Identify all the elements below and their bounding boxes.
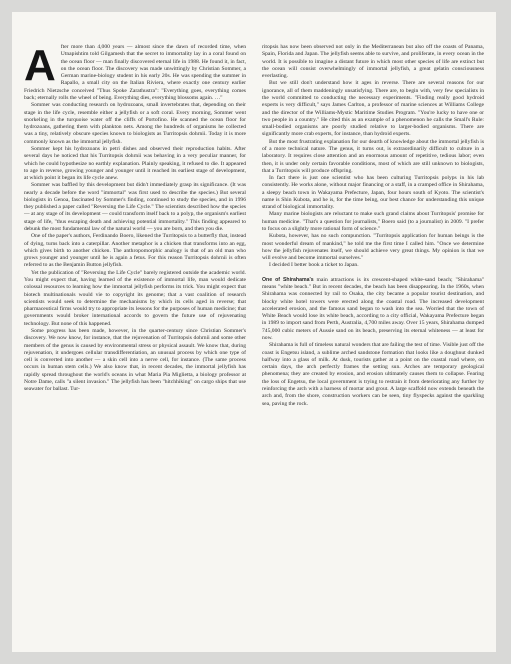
paragraph: But the most frustrating explanation for our dearth of knowledge about the immortal jellyfish is of a more technical nature. The genus, it turns out, is extraordinarily difficult to culture in a laboratory. It requires close attention and an enormous amount of repetitive, tedious labor; even then, it is under only certain favorable conditions, most of which are still unknown to biologists, that a Turritopsis will produce offspring. (262, 138, 484, 174)
paragraph: Yet the publication of "Reversing the Life Cycle" barely registered outside the academic world. You might expect that, having learned of the existence of immortal life, man would dedicate colossal resources to learning how the immortal jellyfish performs its trick. You might expect that biotech multinationals would vie to copyright its genome; that a vast coalition of research scientists would seek to determine the mechanisms by which its cells aged in reverse; that pharmaceutical firms would try to appropriate its lessons for the purposes of human medicine; that governments would broker international accords to govern the future use of rejuvenating technology. But none of this happened. (24, 269, 246, 327)
paragraph: Sommer was conducting research on hydrozoans, small invertebrates that, depending on their stage in the life cycle, resemble either a jellyfish or a soft coral. Every morning, Sommer went snorkeling in the turquoise water off the cliffs of Portofino. He scanned the ocean floor for hydrozoans, gathering them with plankton nets. Among the hundreds of organisms he collected was a tiny, relatively obscure species known to biologists as Turritopsis dohrnii. Today it is more commonly known as the immortal jellyfish. (24, 102, 246, 145)
paragraph: Shirahama is full of timeless natural wonders that are failing the test of time. Visible just off the coast is Engetsu island, a sublime arched sandstone formation that looks like a doughnut dunked halfway into a glass of milk. At dusk, tourists gather at a point on the coastal road where, on certain days, the arch perfectly frames the setting sun. Arches are temporary geological phenomena; they are created by erosion, and erosion ultimately causes them to collapse. Fearing the loss of Engetsu, the local government is trying to restrain it from deteriorating any further by reinforcing the arch with a harness of mortar and grout. A large scaffold now extends beneath the arch and, from the shore, construction workers can be seen, tiny flyspecks against the sparkling sea, paving the rock. (262, 342, 484, 407)
paragraph: Sommer was baffled by this development but didn't immediately grasp its significance. (It was nearly a decade before the word "immortal" was first used to describe the species.) But several biologists in Genoa, fascinated by Sommer's finding, continued to study the species, and in 1996 they published a paper called "Reversing the Life Cycle." The scientists described how the species — at any stage of its development — could transform itself back to a polyp, the organism's earliest stage of life, "thus escaping death and achieving potential immortality." This finding appeared to debunk the most fundamental law of the natural world — you are born, and then you die. (24, 182, 246, 233)
paragraph: One of the paper's authors, Ferdinando Boero, likened the Turritopsis to a butterfly that, instead of dying, turns back into a caterpillar. Another metaphor is a chicken that transforms into an egg, which gives birth to another chicken. The anthropomorphic analogy is that of an old man who grows younger and younger until he is again a fetus. For this reason Turritopsis dohrnii is often referred to as the Benjamin Button jellyfish. (24, 233, 246, 269)
run-in-heading: One of Shirahama's (262, 276, 314, 283)
drop-cap: A (24, 44, 56, 90)
magazine-page (12, 12, 496, 652)
paragraph: I decided I better book a ticket to Japan. (269, 262, 359, 269)
paragraph: Sommer kept his hydrozoans in petri dishes and observed their reproduction habits. After several days he noticed that his Turritopsis dohrnii was behaving in a very peculiar manner, for which he could hypothesize no earthly explanation. Plainly speaking, it refused to die. It appeared to age in reverse, growing younger and younger until it reached its earliest stage of development, at which point it began its life cycle anew. (24, 145, 246, 182)
paragraph: Some progress has been made, however, in the quarter-century since Christian Sommer's discovery. We now know, for instance, that the rejuvenation of Turritopsis dohrnii and some other members of the genus is caused by environmental stress or physical assault. We know that, during rejuvenation, it undergoes cellular transdifferentiation, an unusual process by which one type of cell is converted into another — a skin cell into a nerve cell, for instance. (The same process occurs in human stem cells.) We also know that, in recent decades, the immortal jellyfish has rapidly spread throughout the world's oceans in what Maria Pia Miglietta, a biology professor at Notre Dame, calls "a silent invasion." The jellyfish has been "hitchhiking" on cargo ships that use seawater for ballast. Tur- (24, 327, 246, 393)
paragraph: Kubota, however, has no such compunction. "Turritopsis application for human beings is the most wonderful dream of mankind," he told me the first time I called him. "Once we determine how the jellyfish rejuvenates itself, we should achieve very great things. My opinion is that we will evolve and become immortal ourselves." (262, 233, 484, 262)
left-column (24, 44, 246, 640)
paragraph: fter more than 4,000 years — almost since the dawn of recorded time, when Utnapishtim told Gilgamesh that the secret to immortality lay in a coral found on the ocean floor — man finally discovered eternal life in 1988. He found it, in fact, on the ocean floor. The discovery was made unwittingly by Christian Sommer, a German marine-biology student in his early 20s. He was spending the summer in Rapallo, a small city on the Italian Riviera, where exactly one century earlier Friedrich Nietzsche conceived "Thus Spoke Zarathustra": "Everything goes, everything comes back; eternally rolls the wheel of being. Everything dies, everything blossoms again. …" (24, 44, 246, 101)
section-paragraph (262, 277, 484, 343)
right-column (262, 44, 484, 640)
paragraph: ritopsis has now been observed not only in the Mediterranean but also off the coasts of Panama, Spain, Florida and Japan. The jellyfish seems able to survive, and proliferate, in every ocean in the world. It is possible to imagine a distant future in which most other species of life are extinct but the ocean will consist overwhelmingly of immortal jellyfish, a great gelatin consciousness everlasting. (262, 44, 484, 80)
paragraph: In fact there is just one scientist who has been culturing Turritopsis polyps in his lab consistently. He works alone, without major financing or a staff, in a cramped office in Shirahama, a sleepy beach town in Wakayama Prefecture, Japan, four hours south of Kyoto. The scientist's name is Shin Kubota, and he is, for the time being, our best chance for understanding this unique strand of biological immortality. (262, 175, 484, 211)
run-in-text: main attractions is its crescent-shaped white-sand beach; "Shirahama" means "white beach." But in recent decades, the beach has been disappearing. In the 1960s, when Shirahama was connected by rail to Osaka, the city became a popular tourist destination, and blocky white hotel towers were erected along the coastal road. The increased development accelerated erosion, and the famous sand began to wash into the sea. Worried that the town of White Beach would lose its white beach, according to a city official, Wakayama Prefecture began in 1989 to import sand from Perth, Australia, 4,700 miles away. Over 15 years, Shirahama dumped 745,000 cubic meters of Aussie sand on its beach, preserving its eternal whiteness — at least for now. (262, 276, 484, 341)
paragraph: Many marine biologists are reluctant to make such grand claims about Turritopsis' promise for human medicine. "That's a question for journalists," Boero said (to a journalist) in 2009. "I prefer to focus on a slightly more rational form of science." (262, 211, 484, 233)
paragraph: But we still don't understand how it ages in reverse. There are several reasons for our ignorance, all of them maddeningly unsatisfying. There are, to begin with, very few specialists in the world committed to conducting the necessary experiments. "Finding really good hydroid experts is very difficult," says James Carlton, a professor of marine sciences at Williams College and the director of the Williams-Mystic Maritime Studies Program. "You're lucky to have one or two people in a country." He cited this as an example of a phenomenon he calls the Small's Rule: small-bodied organisms are poorly studied relative to larger-bodied organisms. There are significantly more crab experts, for instance, than hydroid experts. (262, 80, 484, 138)
